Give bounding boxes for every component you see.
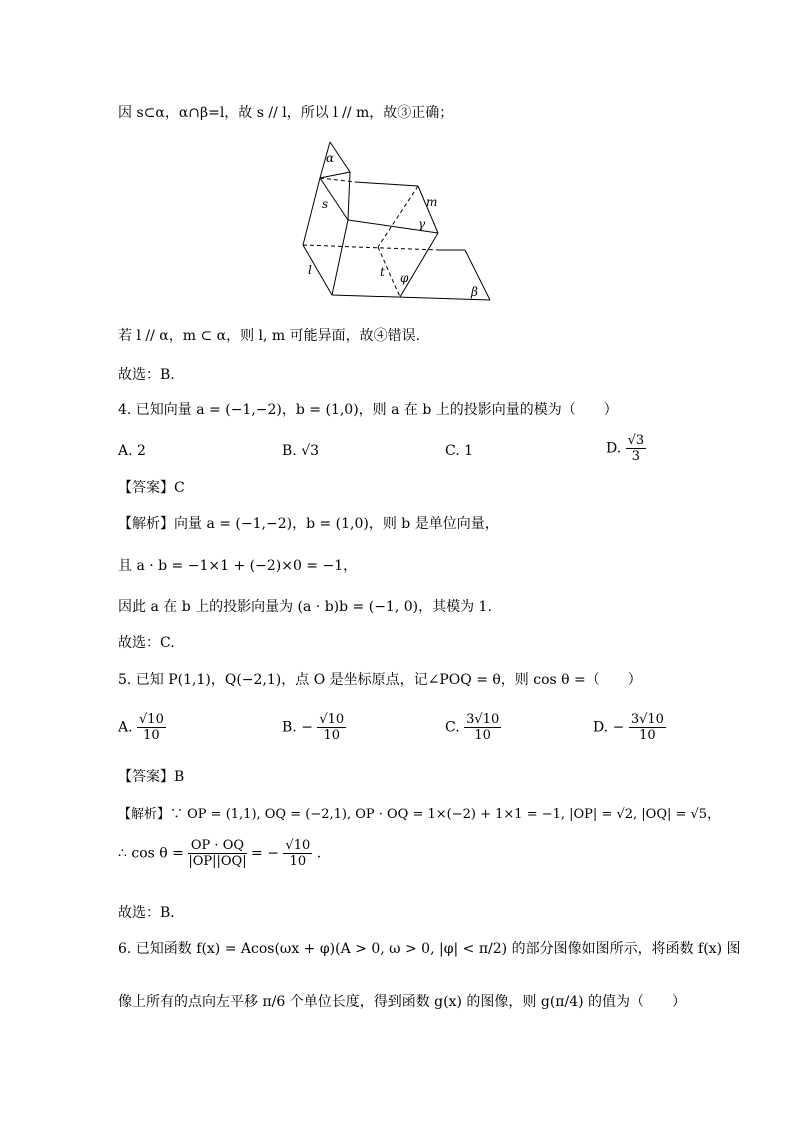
q4-option-d-fraction <box>626 433 647 464</box>
q4-answer: 【答案】C <box>118 480 185 496</box>
question-6-line-2: 像上所有的点向左平移 π/6 个单位长度，得到函数 g(x) 的图像，则 g(π/4) 的值为（ ） <box>118 994 687 1010</box>
q5-option-d-label: D. − <box>593 719 625 736</box>
q4-analysis-3: 因此 a 在 b 上的投影向量为 (a · b)b = (−1, 0)，其模为 1. <box>118 599 492 615</box>
q4-option-a: A. 2 <box>118 443 146 459</box>
q5-option-b-den: 10 <box>323 728 341 743</box>
label-t: t <box>380 265 385 279</box>
label-gamma: γ <box>418 217 426 231</box>
q5-option-d-den: 10 <box>639 728 656 743</box>
q5-option-d-num: 3√10 <box>630 712 664 727</box>
q5-option-c-den: 10 <box>474 728 491 743</box>
question-6-line-1: 6. 已知函数 f(x) = Acos(ωx + φ)(A > 0, ω > 0, |φ| < π/2) 的部分图像如图所示，将函数 f(x) 图 <box>118 941 741 957</box>
q5-option-c-num: 3√10 <box>466 712 500 727</box>
q5-option-a-den: 10 <box>143 728 160 743</box>
q5-analysis-2-prefix: ∴ cos θ = <box>118 845 184 862</box>
q5-option-b-fraction <box>317 712 346 743</box>
q5-option-a-fraction <box>137 712 166 743</box>
label-m: m <box>426 195 438 209</box>
q5-option-c-label: C. <box>445 719 460 736</box>
text-line-3: 故选：B. <box>118 367 175 383</box>
q5-analysis-2-rnum: √10 <box>285 838 311 853</box>
q5-conclusion: 故选：B． <box>118 905 185 921</box>
q5-option-d <box>593 712 666 743</box>
q5-analysis-2: ∴ cos θ = $\frac{OP \cdot OQ}{|OP||OQ|}$ = − $\frac{√10}{10}$ . <box>118 838 322 869</box>
q5-option-c-fraction <box>464 712 501 743</box>
q5-option-b <box>282 712 346 743</box>
text-line-1: 因 s⊂α，α∩β=l，故 s // l，所以 l // m，故③正确； <box>118 105 454 121</box>
q5-option-b-label: B. − <box>282 719 313 736</box>
q5-option-d-fraction <box>629 712 666 743</box>
q4-analysis-2: 且 a · b = −1×1 + (−2)×0 = −1， <box>118 558 358 574</box>
q5-analysis-2-num: OP · OQ <box>188 838 246 854</box>
label-beta: β <box>471 285 478 299</box>
q4-option-d-den: 3 <box>631 449 641 464</box>
label-l: l <box>308 263 312 277</box>
q4-option-d <box>606 433 646 464</box>
question-5: 5. 已知 P(1,1)，Q(−2,1)，点 O 是坐标原点，记∠POQ = θ，则 cos θ =（ ） <box>118 672 642 688</box>
q5-option-a-num: √10 <box>139 712 164 727</box>
label-alpha: α <box>326 151 335 165</box>
q4-analysis-1: 【解析】向量 a = (−1,−2)，b = (1,0)，则 b 是单位向量， <box>118 516 499 532</box>
q5-analysis-1: 【解析】∵ OP = (1,1), OQ = (−2,1), OP · OQ = 1×(−2) + 1×1 = −1, |OP| = √2, |OQ| = √5， <box>118 807 721 822</box>
q5-option-c <box>445 712 501 743</box>
text-line-2: 若 l // α，m ⊂ α，则 l, m 可能异面，故④错误. <box>118 328 421 344</box>
q5-analysis-2-result <box>283 838 312 869</box>
q5-option-a-label: A. <box>118 719 133 736</box>
q4-option-d-label: D. <box>606 440 622 457</box>
q5-option-a <box>118 712 166 743</box>
q5-analysis-2-mid: = − <box>251 845 279 862</box>
label-s: s <box>322 197 329 211</box>
q5-analysis-2-fraction <box>188 838 246 869</box>
q4-option-b: B. √3 <box>282 443 320 459</box>
geometry-figure <box>300 140 500 305</box>
q4-option-c: C. 1 <box>445 443 474 459</box>
label-phi: φ <box>400 271 409 285</box>
q5-analysis-2-rden: 10 <box>289 854 307 869</box>
q4-option-d-num: √3 <box>627 433 645 448</box>
question-4: 4. 已知向量 a = (−1,−2)，b = (1,0)，则 a 在 b 上的投影向量的模为（ ） <box>118 402 618 418</box>
q4-conclusion: 故选：C. <box>118 635 175 651</box>
q5-option-b-num: √10 <box>319 712 345 727</box>
q5-answer: 【答案】B <box>118 769 185 785</box>
q5-analysis-2-den: |OP||OQ| <box>188 854 247 869</box>
